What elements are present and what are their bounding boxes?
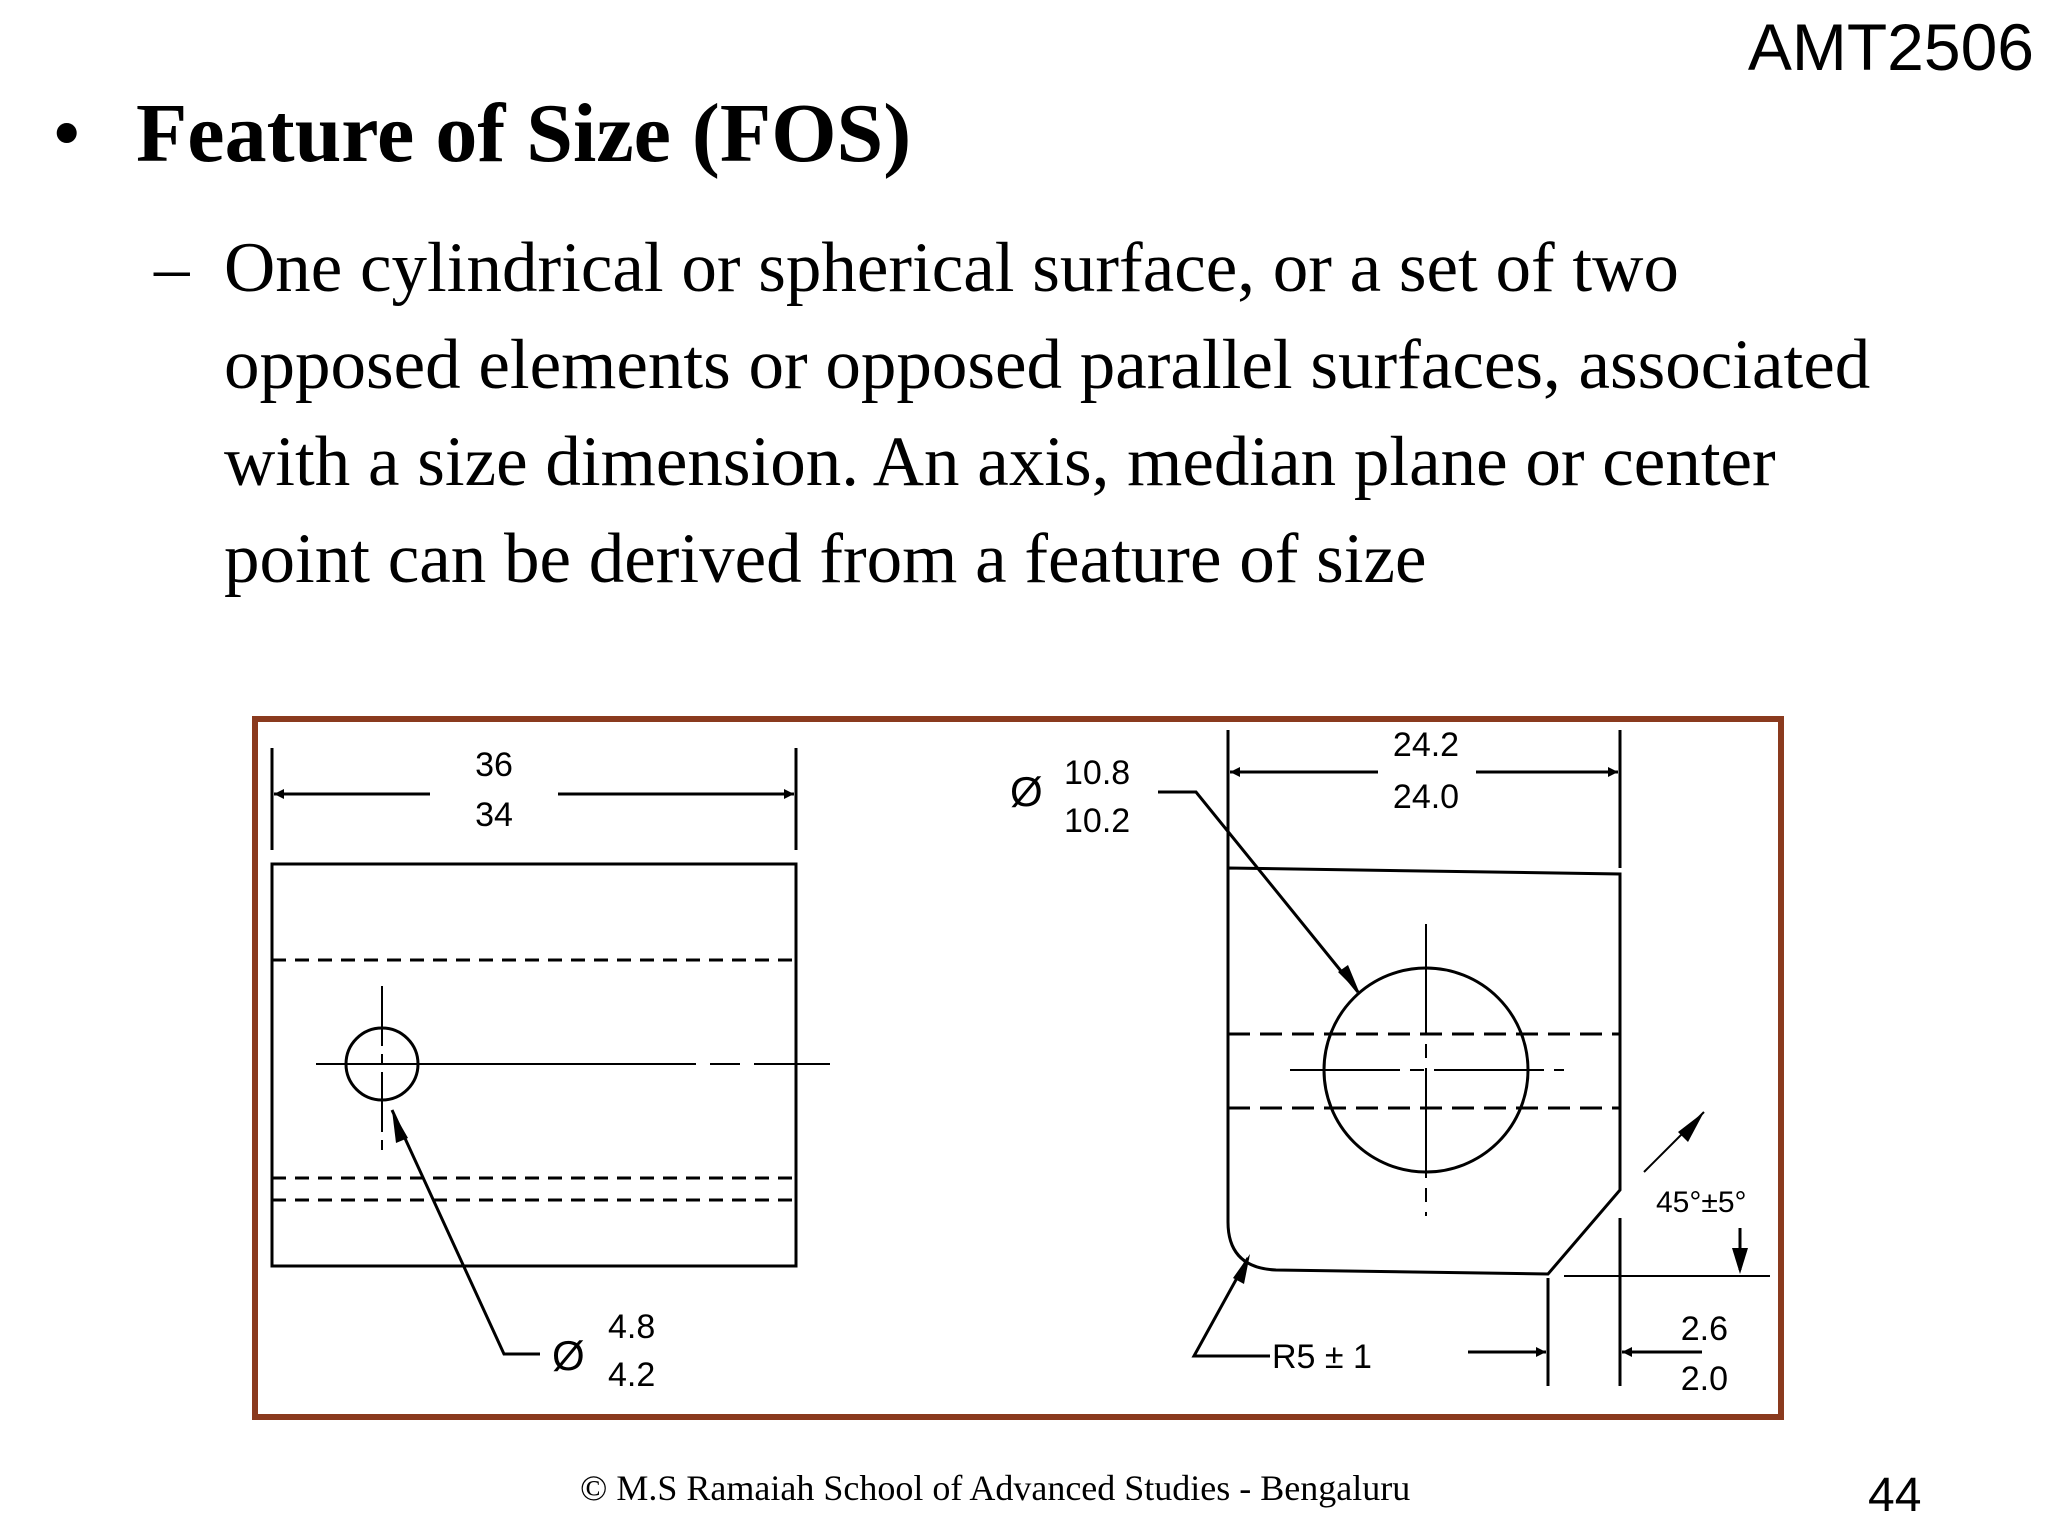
left-hole-lower: 4.2 — [608, 1356, 656, 1394]
right-width-lower: 24.0 — [1392, 778, 1460, 816]
bullet-marker: • — [52, 87, 82, 180]
chamfer-lower: 2.0 — [1680, 1360, 1728, 1398]
page-number: 44 — [1868, 1469, 1922, 1522]
left-view — [272, 748, 830, 1354]
right-width-upper: 24.2 — [1392, 726, 1460, 764]
hole-leader — [1158, 792, 1358, 992]
dash-marker: – — [154, 229, 190, 307]
title-bullet — [52, 87, 912, 180]
chamfer-angle-label: 45°±5° — [1656, 1186, 1747, 1219]
right-diameter-symbol: Ø — [1010, 768, 1043, 815]
engineering-drawing — [252, 716, 1784, 1420]
radius-leader — [1194, 1258, 1270, 1356]
right-hole-lower: 10.2 — [1064, 802, 1131, 840]
chamfer-upper: 2.6 — [1680, 1310, 1728, 1348]
slide-title: Feature of Size (FOS) — [136, 87, 912, 180]
left-width-upper: 36 — [475, 746, 513, 784]
hole-leader — [392, 1110, 540, 1354]
drawing-canvas — [258, 722, 1778, 1414]
left-width-lower: 34 — [475, 796, 513, 834]
definition-text: One cylindrical or spherical surface, or a set of two opposed elements or opposed parallel surfaces, associated with a size dimension. An axis, median plane or center point can be derived from a feature of size — [224, 229, 1871, 598]
right-hole-upper: 10.8 — [1064, 754, 1131, 792]
radius-label: R5 ± 1 — [1272, 1338, 1372, 1376]
course-code: AMT2506 — [1747, 10, 2034, 84]
angle-arrow — [1732, 1248, 1748, 1274]
footer-copyright: © M.S Ramaiah School of Advanced Studies - Bengaluru — [580, 1468, 1411, 1508]
left-diameter-symbol: Ø — [552, 1332, 585, 1379]
left-hole-upper: 4.8 — [608, 1308, 656, 1346]
definition-item — [154, 220, 1914, 608]
right-view — [1158, 730, 1770, 1386]
angle-arrow — [1678, 1112, 1704, 1142]
leader-arrow — [392, 1110, 408, 1143]
